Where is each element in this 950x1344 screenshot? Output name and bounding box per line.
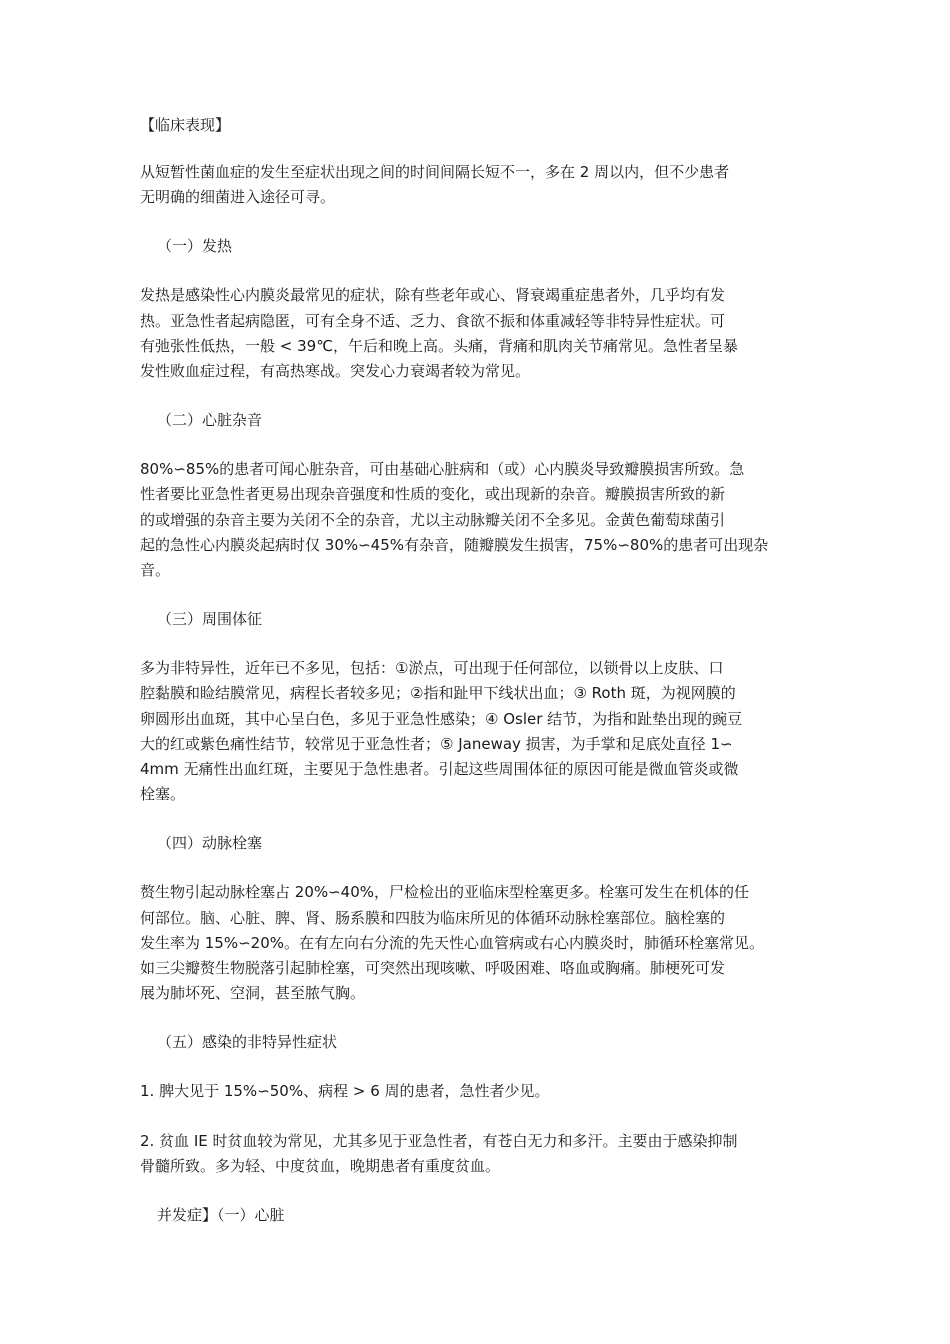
- text-line: 栓塞。: [140, 785, 186, 804]
- complications-heading: 并发症】（一）心脏: [157, 1206, 285, 1225]
- intro-paragraph: [140, 160, 820, 210]
- text-line: 发热是感染性心内膜炎最常见的症状，除有些老年或心、肾衰竭重症患者外，几乎均有发: [140, 286, 726, 305]
- paragraph-embolism: [140, 880, 820, 1006]
- subsection-heading-fever: （一）发热: [157, 237, 233, 256]
- text-line: 80%∽85%的患者可闻心脏杂音，可由基础心脏病和（或）心内膜炎导致瓣膜损害所致。急: [140, 460, 745, 479]
- text-line: 大的红或紫色痛性结节，较常见于亚急性者；⑤ Janeway 损害，为手掌和足底处直径 1∽: [140, 734, 733, 753]
- text-line: 音。: [140, 561, 171, 580]
- text-line: 展为肺坏死、空洞，甚至脓气胸。: [140, 984, 366, 1003]
- text-line: 2. 贫血 IE 时贫血较为常见，尤其多见于亚急性者，有苍白无力和多汗。主要由于感染抑制: [140, 1131, 738, 1150]
- text-line: 何部位。脑、心脏、脾、肾、肠系膜和四肢为临床所见的体循环动脉栓塞部位。脑栓塞的: [140, 908, 726, 927]
- text-line: 1. 脾大见于 15%∽50%、病程 > 6 周的患者，急性者少见。: [140, 1082, 550, 1101]
- text-line: 有弛张性低热，一般 < 39℃，午后和晚上高。头痛，背痛和肌肉关节痛常见。急性者呈暴: [140, 336, 739, 355]
- text-line: 的或增强的杂音主要为关闭不全的杂音，尤以主动脉瓣关闭不全多见。金黄色葡萄球菌引: [140, 510, 726, 529]
- text-line: 发生率为 15%∽20%。在有左向右分流的先天性心血管病或右心内膜炎时，肺循环栓塞常见。: [140, 933, 765, 952]
- text-line: 性者要比亚急性者更易出现杂音强度和性质的变化，或出现新的杂音。瓣膜损害所致的新: [140, 485, 726, 504]
- text-line: 多为非特异性，近年已不多见，包括：①淤点，可出现于任何部位，以锁骨以上皮肤、口: [140, 659, 724, 678]
- document-page: [140, 113, 820, 1228]
- text-line: 起的急性心内膜炎起病时仅 30%∽45%有杂音，随瓣膜发生损害，75%∽80%的患者可出现杂: [140, 535, 769, 554]
- subsection-heading-murmur: （二）心脏杂音: [157, 411, 263, 430]
- text-line: 骨髓所致。多为轻、中度贫血，晚期患者有重度贫血。: [140, 1156, 501, 1175]
- section-title: 【临床表现】: [140, 116, 231, 134]
- text-line: 如三尖瓣赘生物脱落引起肺栓塞，可突然出现咳嗽、呼吸困难、咯血或胸痛。肺梗死可发: [140, 959, 726, 978]
- text-line: 赘生物引起动脉栓塞占 20%∽40%，尸检检出的亚临床型栓塞更多。栓塞可发生在机体的任: [140, 883, 750, 902]
- paragraph-murmur: [140, 457, 820, 583]
- subsection-heading-embolism: （四）动脉栓塞: [157, 834, 263, 853]
- text-line: 热。亚急性者起病隐匿，可有全身不适、乏力、食欲不振和体重减轻等非特异性症状。可: [140, 311, 726, 330]
- text-line: 腔黏膜和睑结膜常见，病程长者较多见；②指和趾甲下线状出血；③ Roth 斑，为视网膜的: [140, 684, 736, 703]
- text-line: 发性败血症过程，有高热寒战。突发心力衰竭者较为常见。: [140, 362, 531, 381]
- list-item-anemia: [140, 1129, 820, 1179]
- paragraph-peripheral-signs: [140, 656, 820, 807]
- paragraph-fever: [140, 283, 820, 384]
- list-item-splenomegaly: [140, 1079, 820, 1104]
- text-line: 从短暂性菌血症的发生至症状出现之间的时间间隔长短不一，多在 2 周以内，但不少患者: [140, 163, 730, 181]
- subsection-heading-nonspecific-symptoms: （五）感染的非特异性症状: [157, 1033, 338, 1052]
- text-line: 卵圆形出血斑，其中心呈白色，多见于亚急性感染；④ Osler 结节，为指和趾垫出现的豌豆: [140, 709, 743, 728]
- subsection-heading-peripheral-signs: （三）周围体征: [157, 610, 263, 629]
- text-line: 4mm 无痛性出血红斑，主要见于急性患者。引起这些周围体征的原因可能是微血管炎或微: [140, 760, 739, 779]
- text-line: 无明确的细菌进入途径可寻。: [140, 188, 336, 207]
